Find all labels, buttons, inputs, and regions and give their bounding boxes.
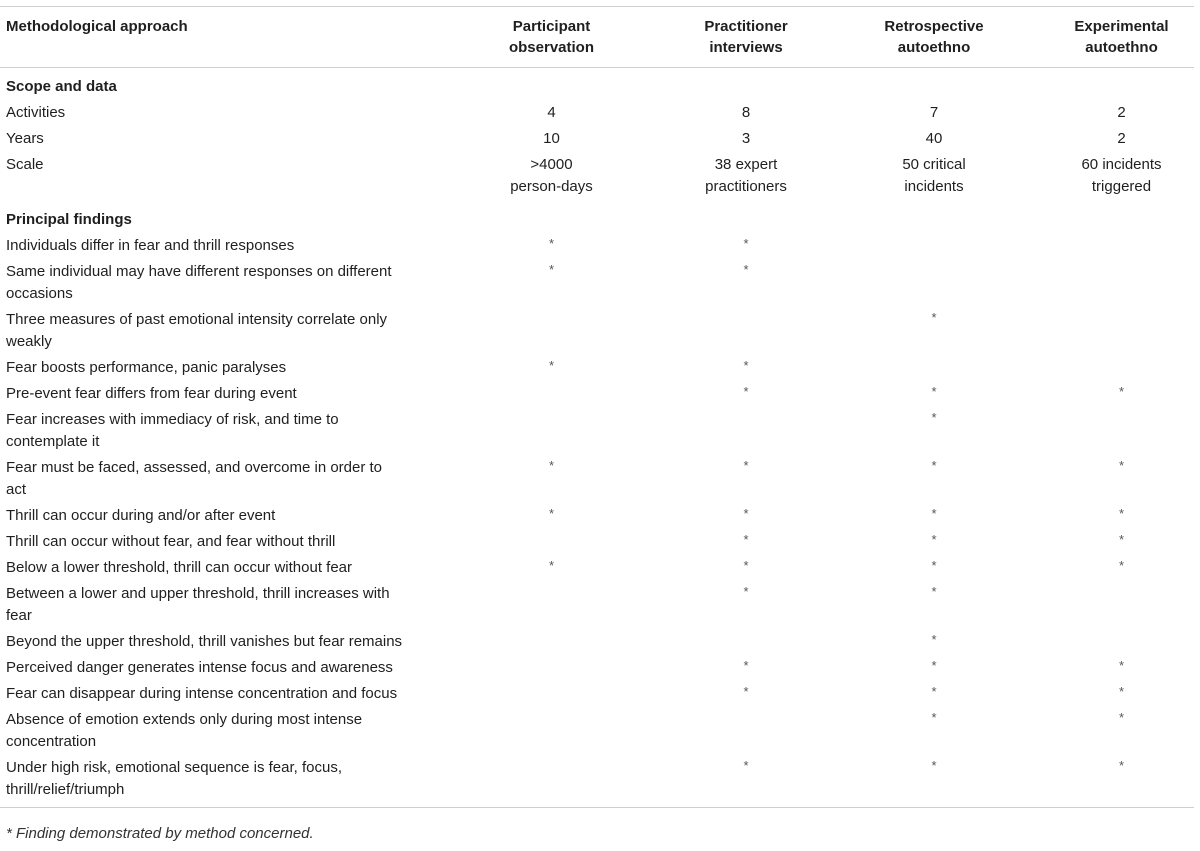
header-line: observation	[508, 39, 595, 56]
finding-label	[0, 655, 430, 681]
finding-mark	[430, 755, 673, 808]
finding-mark: *	[743, 532, 749, 547]
finding-mark	[673, 407, 819, 455]
cell-line: 38 expert	[714, 156, 778, 173]
table-row	[0, 126, 1194, 152]
header-line: Experimental	[1074, 18, 1169, 35]
finding-mark: *	[1118, 558, 1125, 573]
finding-label-line: Three measures of past emotional intensity correlate only	[6, 311, 388, 328]
finding-mark: *	[931, 384, 937, 399]
finding-label	[0, 581, 430, 629]
row-label: Years	[6, 130, 44, 147]
finding-mark: *	[743, 658, 749, 673]
finding-mark: *	[743, 358, 749, 373]
finding-mark: *	[1118, 758, 1125, 773]
finding-mark	[673, 307, 819, 355]
cell-line: 50 critical	[902, 156, 966, 173]
header-line: Practitioner	[704, 18, 788, 35]
finding-label-line: Thrill can occur without fear, and fear without thrill	[6, 533, 336, 550]
section-title-findings: Principal findings	[6, 211, 132, 228]
finding-mark: *	[931, 558, 937, 573]
finding-mark	[673, 629, 819, 655]
finding-label-line: Pre-event fear differs from fear during event	[6, 385, 297, 402]
cell-value	[673, 152, 819, 200]
table-row	[0, 455, 1194, 503]
finding-mark	[1049, 581, 1194, 629]
table-row	[0, 707, 1194, 755]
finding-mark: *	[548, 558, 555, 573]
table-row	[0, 233, 1194, 259]
finding-label	[0, 381, 430, 407]
finding-label-line: Fear can disappear during intense concentration and focus	[6, 685, 398, 702]
finding-mark: *	[1118, 384, 1125, 399]
finding-label-line: Thrill can occur during and/or after event	[6, 507, 276, 524]
finding-label-line: concentration	[6, 733, 97, 750]
header-line: Participant	[512, 18, 591, 35]
finding-label-line: Fear increases with immediacy of risk, and time to	[6, 411, 339, 428]
cell-value: 8	[741, 104, 751, 121]
finding-mark: *	[931, 758, 937, 773]
finding-mark: *	[1118, 532, 1125, 547]
finding-label-line: Absence of emotion extends only during most intense	[6, 711, 363, 728]
finding-mark: *	[548, 358, 555, 373]
finding-mark: *	[743, 684, 749, 699]
finding-mark: *	[931, 506, 937, 521]
finding-mark: *	[931, 658, 937, 673]
finding-label-line: Fear must be faced, assessed, and overcome in order to	[6, 459, 383, 476]
finding-mark	[430, 707, 673, 755]
finding-label-line: Below a lower threshold, thrill can occur without fear	[6, 559, 352, 576]
finding-mark	[430, 655, 673, 681]
finding-mark: *	[931, 632, 937, 647]
finding-label-line: Under high risk, emotional sequence is fear, focus,	[6, 759, 343, 776]
finding-label-line: Same individual may have different responses on different	[6, 263, 392, 280]
finding-mark: *	[1118, 458, 1125, 473]
finding-mark: *	[743, 458, 749, 473]
cell-value: 7	[929, 104, 939, 121]
table-row	[0, 407, 1194, 455]
finding-mark	[1049, 259, 1194, 307]
finding-mark: *	[743, 236, 749, 251]
finding-mark	[819, 259, 1049, 307]
cell-line: 60 incidents	[1081, 156, 1162, 173]
finding-label	[0, 629, 430, 655]
finding-mark	[819, 233, 1049, 259]
cell-value: 10	[543, 130, 560, 147]
finding-mark: *	[1118, 658, 1125, 673]
header-line: autoethno	[897, 39, 971, 56]
cell-value: 2	[1117, 130, 1126, 147]
finding-mark: *	[1118, 710, 1125, 725]
finding-mark: *	[931, 410, 937, 425]
finding-mark: *	[743, 384, 749, 399]
finding-mark	[673, 707, 819, 755]
finding-mark	[1049, 407, 1194, 455]
finding-mark: *	[931, 310, 937, 325]
finding-label	[0, 555, 430, 581]
table-row	[0, 503, 1194, 529]
header-practitioner-interviews	[673, 7, 819, 68]
finding-mark	[430, 407, 673, 455]
finding-mark: *	[1118, 684, 1125, 699]
cell-line: triggered	[1091, 178, 1152, 195]
finding-mark	[1049, 355, 1194, 381]
finding-mark: *	[743, 558, 749, 573]
table-row	[0, 655, 1194, 681]
finding-label	[0, 529, 430, 555]
cell-line: incidents	[904, 178, 964, 195]
cell-value	[819, 152, 1049, 200]
finding-label	[0, 355, 430, 381]
finding-mark	[430, 581, 673, 629]
finding-label-line: Fear boosts performance, panic paralyses	[6, 359, 287, 376]
header-methodological-approach: Methodological approach	[0, 7, 430, 68]
table-row	[0, 529, 1194, 555]
finding-mark	[819, 355, 1049, 381]
finding-mark: *	[1118, 506, 1125, 521]
header-experimental-autoethno	[1049, 7, 1194, 68]
finding-label	[0, 407, 430, 455]
table-row	[0, 629, 1194, 655]
finding-label	[0, 707, 430, 755]
table-row	[0, 307, 1194, 355]
finding-label	[0, 455, 430, 503]
finding-mark: *	[931, 710, 937, 725]
finding-label	[0, 503, 430, 529]
finding-label-line: fear	[6, 607, 32, 624]
table-footnote: * Finding demonstrated by method concerned.	[6, 825, 314, 842]
cell-value: 3	[741, 130, 751, 147]
finding-label-line: Beyond the upper threshold, thrill vanishes but fear remains	[6, 633, 403, 650]
header-line: Retrospective	[884, 18, 984, 35]
finding-label-line: thrill/relief/triumph	[6, 781, 125, 798]
finding-mark: *	[743, 758, 749, 773]
table-row	[0, 581, 1194, 629]
table-row	[0, 755, 1194, 808]
section-title-scope: Scope and data	[6, 78, 117, 95]
finding-mark: *	[931, 458, 937, 473]
finding-label-line: contemplate it	[6, 433, 100, 450]
finding-mark: *	[743, 506, 749, 521]
cell-line: person-days	[510, 178, 593, 195]
cell-value: 4	[547, 104, 556, 121]
cell-value	[1049, 152, 1194, 200]
finding-mark	[430, 629, 673, 655]
finding-mark: *	[931, 584, 937, 599]
cell-value: 40	[925, 130, 943, 147]
finding-mark: *	[743, 262, 749, 277]
finding-mark	[430, 681, 673, 707]
row-label: Scale	[6, 156, 44, 173]
finding-label	[0, 259, 430, 307]
finding-mark: *	[931, 684, 937, 699]
cell-line: >4000	[530, 156, 573, 173]
finding-label-line: occasions	[6, 285, 73, 302]
finding-mark: *	[931, 532, 937, 547]
cell-value: 2	[1117, 104, 1126, 121]
finding-mark	[430, 529, 673, 555]
header-line: interviews	[709, 39, 783, 56]
finding-mark: *	[548, 506, 555, 521]
table-row	[0, 259, 1194, 307]
finding-mark	[430, 381, 673, 407]
finding-mark: *	[743, 584, 749, 599]
finding-label	[0, 307, 430, 355]
row-label: Activities	[6, 104, 66, 121]
finding-mark	[430, 307, 673, 355]
finding-mark	[1049, 233, 1194, 259]
finding-mark: *	[548, 236, 555, 251]
finding-label-line: Perceived danger generates intense focus and awareness	[6, 659, 393, 676]
cell-value	[430, 152, 673, 200]
finding-label-line: act	[6, 481, 27, 498]
section-row	[0, 200, 1194, 233]
header-line: autoethno	[1085, 39, 1158, 56]
finding-label-line: weakly	[6, 333, 52, 350]
table-row	[0, 100, 1194, 126]
section-row	[0, 68, 1194, 101]
finding-label-line: Individuals differ in fear and thrill responses	[6, 237, 295, 254]
table-row	[0, 152, 1194, 200]
header-participant-observation	[430, 7, 673, 68]
table-row	[0, 555, 1194, 581]
table-body	[0, 68, 1194, 808]
finding-mark	[1049, 629, 1194, 655]
finding-label-line: Between a lower and upper threshold, thrill increases with	[6, 585, 390, 602]
table-row	[0, 381, 1194, 407]
header-retrospective-autoethno	[819, 7, 1049, 68]
finding-mark: *	[548, 262, 555, 277]
finding-label	[0, 233, 430, 259]
table-header	[0, 7, 1194, 68]
findings-table	[0, 6, 1194, 808]
table-row	[0, 681, 1194, 707]
finding-label	[0, 681, 430, 707]
finding-mark: *	[548, 458, 555, 473]
table-row	[0, 355, 1194, 381]
cell-line: practitioners	[705, 178, 787, 195]
finding-mark	[1049, 307, 1194, 355]
finding-label	[0, 755, 430, 808]
